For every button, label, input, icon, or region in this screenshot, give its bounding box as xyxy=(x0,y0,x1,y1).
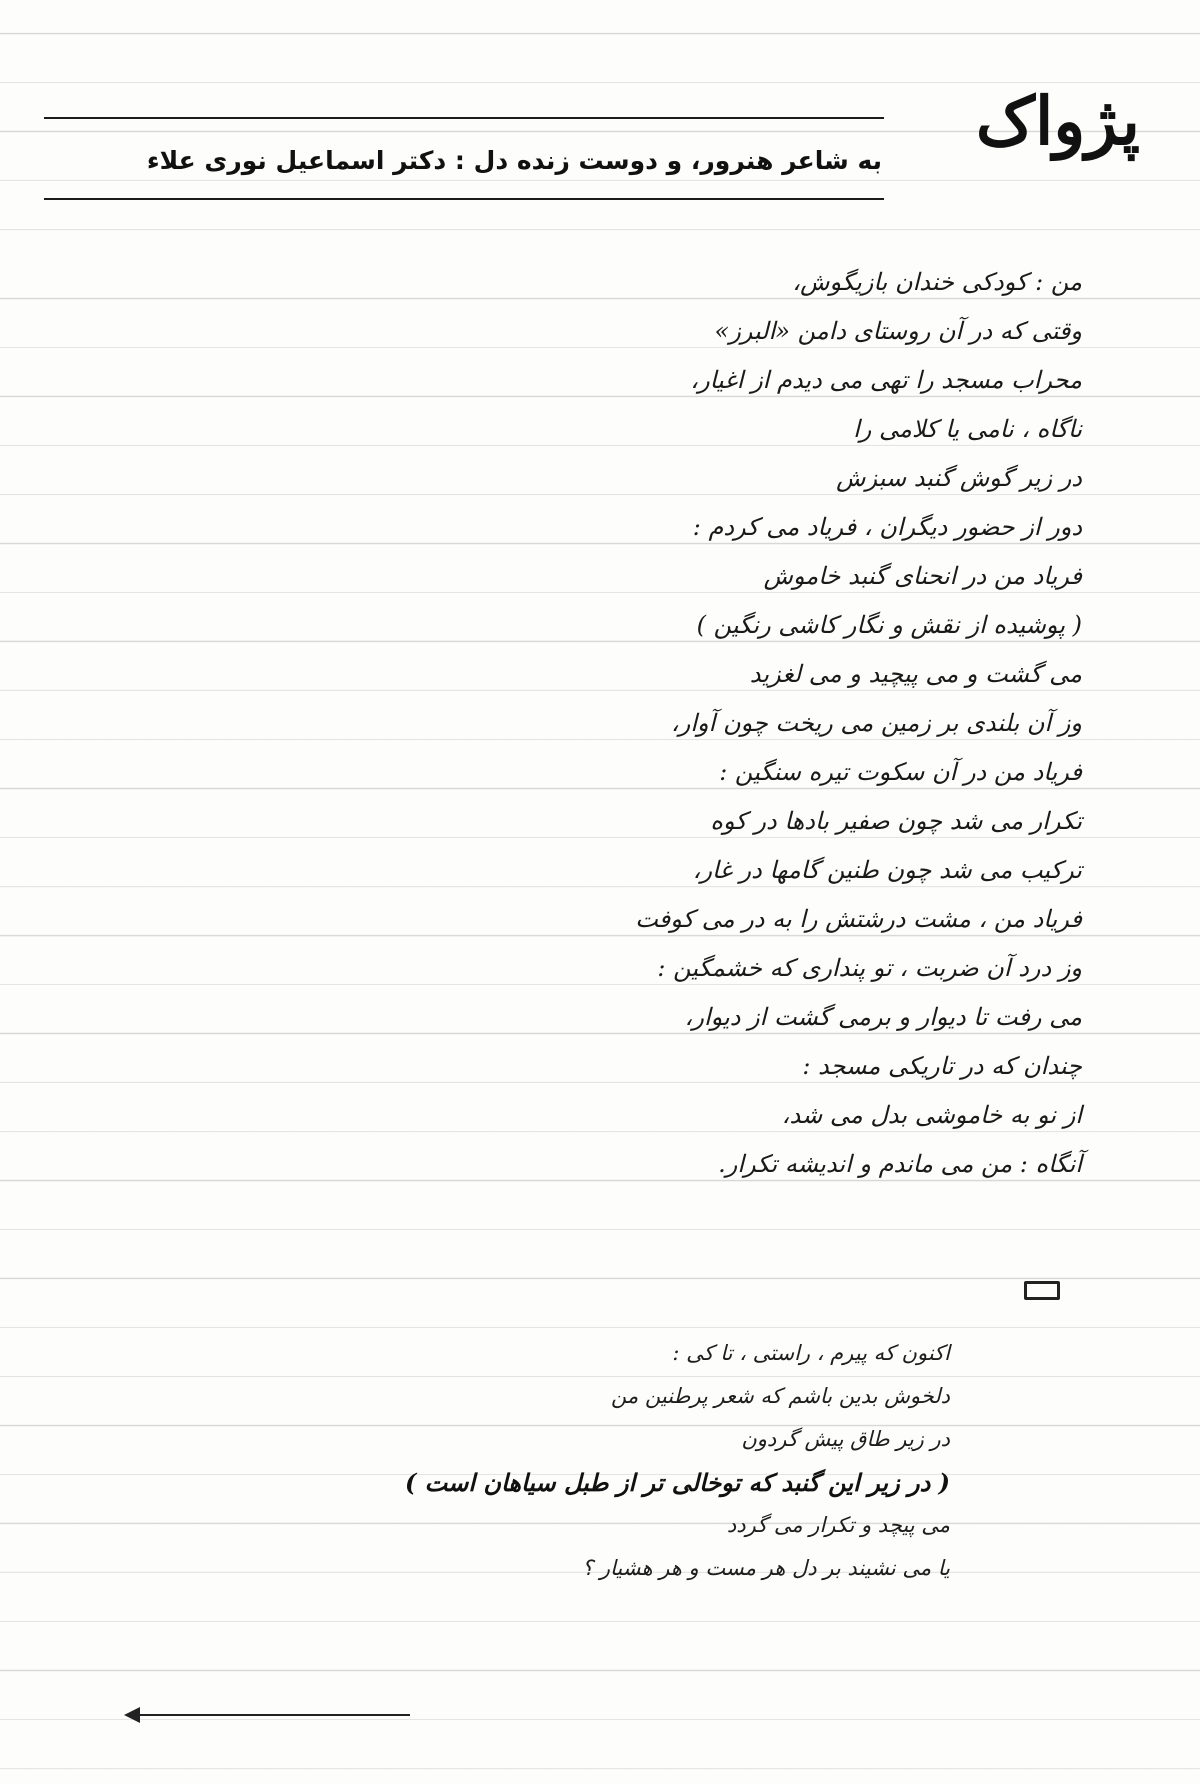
poem-line: تکرار می شد چون صفیر بادها در کوه xyxy=(710,807,1082,835)
poem-line: یا می نشیند بر دل هر مست و هر هشیار ؟ xyxy=(582,1556,950,1580)
poem-line: فریاد من در آن سکوت تیره سنگین : xyxy=(719,758,1082,786)
poem-line: آنگاه : من می ماندم و اندیشه تکرار. xyxy=(718,1150,1082,1178)
poem-line: می رفت تا دیوار و برمی گشت از دیوار، xyxy=(684,1003,1082,1031)
poem-stanza-2 xyxy=(350,1332,950,1590)
poem-line: می پیچد و تکرار می گردد xyxy=(726,1513,950,1537)
poem-line: دلخوش بدین باشم که شعر پرطنین من xyxy=(611,1384,950,1408)
poem-line: چندان که در تاریکی مسجد : xyxy=(802,1052,1082,1080)
end-arrow-icon xyxy=(124,1707,140,1723)
header-top-rule xyxy=(44,117,884,119)
poem-line: ناگاه ، نامی یا کلامی را xyxy=(853,415,1082,443)
poem-line: می گشت و می پیچید و می لغزید xyxy=(749,660,1082,688)
poem-line: فریاد من در انحنای گنبد خاموش xyxy=(763,562,1082,590)
poem-line: فریاد من ، مشت درشتش را به در می کوفت xyxy=(635,905,1082,933)
poem-line: از نو به خاموشی بدل می شد، xyxy=(781,1101,1082,1129)
poem-line: ( پوشیده از نقش و نگار کاشی رنگین ) xyxy=(696,611,1082,639)
poem-line: وز آن بلندی بر زمین می ریخت چون آوار، xyxy=(671,709,1082,737)
poem-line: در زیر گوش گنبد سبزش xyxy=(836,464,1082,492)
poem-title: پژواک xyxy=(975,82,1140,160)
dedication-subtitle: به شاعر هنرور، و دوست زنده دل : دکتر اسماعیل نوری علاء xyxy=(146,146,882,175)
end-arrow-line xyxy=(130,1714,410,1716)
poem-line-emphasized: ( در زیر این گنبد که توخالی تر از طبل سیاهان است ) xyxy=(404,1468,950,1497)
poem-line: محراب مسجد را تهی می دیدم از اغیار، xyxy=(690,366,1082,394)
poem-line: ترکیب می شد چون طنین گامها در غار، xyxy=(692,856,1082,884)
poem-line: اکنون که پیرم ، راستی ، تا کی : xyxy=(672,1341,950,1365)
poem-line: دور از حضور دیگران ، فریاد می کردم : xyxy=(692,513,1082,541)
header-bottom-rule xyxy=(44,198,884,200)
poem-stanza-1 xyxy=(362,258,1082,1189)
poem-line: وز درد آن ضربت ، تو پنداری که خشمگین : xyxy=(657,954,1082,982)
section-divider-icon xyxy=(1024,1281,1060,1300)
poem-line: در زیر طاق پیش گردون xyxy=(741,1427,950,1451)
poem-line: من : کودکی خندان بازیگوش، xyxy=(792,268,1082,296)
poem-line: وقتی که در آن روستای دامن «البرز» xyxy=(714,317,1082,345)
